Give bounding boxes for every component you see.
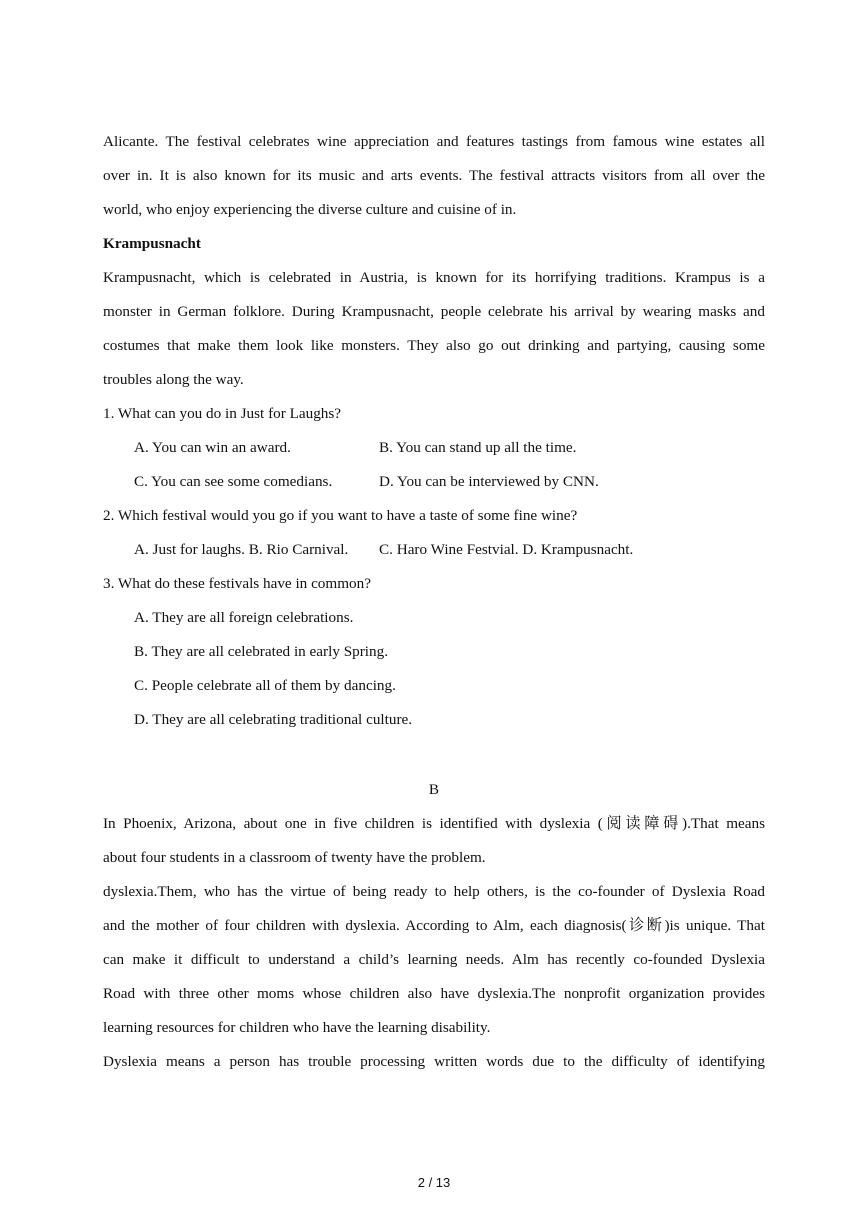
paragraph-line: dyslexia.Them, who has the virtue of being ready to help others, is the co-founder of Dyslexia Road — [103, 883, 765, 900]
paragraph-line: learning resources for children who have the learning disability. — [103, 1019, 491, 1036]
paragraph-line: troubles along the way. — [103, 371, 244, 388]
paragraph-line: over in. It is also known for its music and arts events. The festival attracts visitors from all over the — [103, 167, 765, 184]
question-option: C. Haro Wine Festvial. D. Krampusnacht. — [379, 541, 634, 558]
section-heading: Krampusnacht — [103, 235, 201, 252]
question-option: A. They are all foreign celebrations. — [134, 609, 354, 626]
paragraph-line: Dyslexia means a person has trouble processing written words due to the difficulty of identifying — [103, 1053, 765, 1070]
paragraph-line: In Phoenix, Arizona, about one in five children is identified with dyslexia (阅读障碍).That means — [103, 815, 765, 832]
question-option: A. Just for laughs. B. Rio Carnival. — [134, 541, 349, 558]
section-label: B — [428, 781, 440, 798]
paragraph-line: Krampusnacht, which is celebrated in Austria, is known for its horrifying traditions. Krampus is a — [103, 269, 765, 286]
paragraph-line: and the mother of four children with dyslexia. According to Alm, each diagnosis(诊断)is unique. That — [103, 917, 765, 934]
question-option: B. You can stand up all the time. — [379, 439, 577, 456]
question-option: B. They are all celebrated in early Spring. — [134, 643, 389, 660]
question-option: D. You can be interviewed by CNN. — [379, 473, 599, 490]
paragraph-line: world, who enjoy experiencing the diverse culture and cuisine of in. — [103, 201, 517, 218]
paragraph-line: Alicante. The festival celebrates wine appreciation and features tastings from famous wine estates all — [103, 133, 765, 150]
paragraph-line: can make it difficult to understand a child’s learning needs. Alm has recently co-founded Dyslexia — [103, 951, 765, 968]
question-option: A. You can win an award. — [134, 439, 291, 456]
question-option: C. People celebrate all of them by dancing. — [134, 677, 396, 694]
question-option: C. You can see some comedians. — [134, 473, 333, 490]
question-option: D. They are all celebrating traditional culture. — [134, 711, 413, 728]
paragraph-line: about four students in a classroom of twenty have the problem. — [103, 849, 486, 866]
paragraph-line: costumes that make them look like monsters. They also go out drinking and partying, causing some — [103, 337, 765, 354]
paragraph-line: Road with three other moms whose children also have dyslexia.The nonprofit organization provides — [103, 985, 765, 1002]
question-stem: 3. What do these festivals have in common? — [103, 575, 371, 592]
question-stem: 1. What can you do in Just for Laughs? — [103, 405, 342, 422]
paragraph-line: monster in German folklore. During Krampusnacht, people celebrate his arrival by wearing masks and — [103, 303, 765, 320]
question-stem: 2. Which festival would you go if you want to have a taste of some fine wine? — [103, 507, 578, 524]
page-number: 2 / 13 — [417, 1175, 451, 1190]
